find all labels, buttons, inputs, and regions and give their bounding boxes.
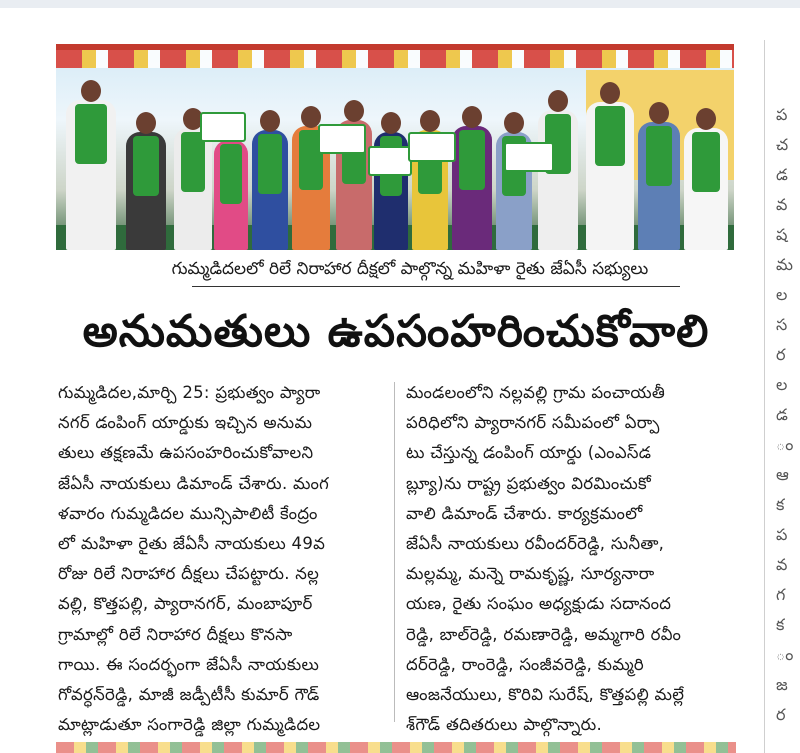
article-line: గ్రామాల్లో రిలే నిరాహార దీక్షలు కొనసా <box>58 624 293 644</box>
adjacent-article-strip <box>764 40 800 753</box>
person <box>252 130 288 250</box>
article-line: గాయి. ఈ సందర్భంగా జేఏసీ నాయకులు <box>58 654 320 674</box>
protest-placard <box>200 112 246 142</box>
person <box>174 128 212 250</box>
article-line: మల్లమ్మ, మన్నె రామకృష్ణ, సూర్యనారా <box>406 564 655 584</box>
article-headline: అనుమతులు ఉపసంహరించుకోవాలి <box>82 306 710 357</box>
adjacent-article-glyph: గ <box>776 585 786 604</box>
article-column-right <box>406 378 732 740</box>
adjacent-article-glyph: ల <box>776 375 788 394</box>
adjacent-article-glyph: డ <box>776 165 788 184</box>
article-line: రెడ్డి, బాల్‌రెడ్డి, రమణారెడ్డి, అమ్మగారి రవీం <box>406 624 682 644</box>
news-photo <box>56 44 734 250</box>
article-line: జేఏసీ నాయకులు రవీందర్‌రెడ్డి, సునీతా, <box>406 533 665 553</box>
adjacent-article-glyph: మ <box>776 255 793 274</box>
adjacent-article-glyph: ం <box>776 645 794 664</box>
article-line: తులు తక్షణమే ఉపసంహరించుకోవాలని <box>58 443 314 463</box>
tent-canopy <box>56 50 734 68</box>
adjacent-article-glyph: స <box>776 315 788 334</box>
article-line: నగర్ డంపింగ్ యార్డుకు ఇచ్చిన అనుమ <box>58 413 313 433</box>
column-divider <box>394 382 395 722</box>
adjacent-article-glyph: వ <box>776 195 788 214</box>
person <box>538 110 578 250</box>
adjacent-article-glyph: ఆ <box>776 465 789 484</box>
person <box>66 100 116 250</box>
article-column-left <box>58 378 384 740</box>
adjacent-column-rule <box>764 40 765 753</box>
adjacent-article-glyph: ష <box>776 225 788 244</box>
adjacent-article-glyph: ర <box>776 705 786 724</box>
page-top-band <box>0 0 800 8</box>
adjacent-article-glyph: ల <box>776 285 788 304</box>
person <box>452 126 492 250</box>
article-line: మండలంలోని నల్లవల్లి గ్రామ పంచాయతీ <box>406 383 666 402</box>
article-line: శ్‌గౌడ్ తదితరులు పాల్గొన్నారు. <box>406 715 602 735</box>
article-line: లో మహిళా రైతు జేఏసీ నాయకులు 49వ <box>58 533 326 553</box>
adjacent-article-glyph: ర <box>776 345 786 364</box>
article-line: మాట్లాడుతూ సంగారెడ్డి జిల్లా గుమ్మడిదల <box>58 715 321 735</box>
adjacent-article-glyph: క <box>776 495 785 514</box>
article-line: ఆంజనేయులు, కొరివి సురేష్, కొత్తపల్లి మల్లే <box>406 684 685 704</box>
person <box>126 132 166 250</box>
caption-underline <box>192 286 680 287</box>
article-line: జేఏసీ నాయకులు డిమాండ్ చేశారు. మంగ <box>58 473 330 493</box>
article-line: బ్ల్యూ)ను రాష్ట్ర ప్రభుత్వం విరమించుకో <box>406 473 652 493</box>
adjacent-article-glyph: చ <box>776 135 789 154</box>
adjacent-article-glyph: వ <box>776 555 788 574</box>
protest-placard <box>504 142 554 172</box>
photo-caption: గుమ్మడిదలలో రిలే నిరాహార దీక్షలో పాల్గొన్న మహిళా రైతు జేఏసీ సభ్యులు <box>171 259 649 279</box>
adjacent-article-glyph: ప <box>776 105 788 124</box>
protest-placard <box>408 132 456 162</box>
article-line: గుమ్మడిదల,మార్చి 25: ప్రభుత్వం ప్యారా <box>58 383 321 402</box>
adjacent-article-glyph: జ <box>776 675 788 694</box>
article-line: దర్‌రెడ్డి, రాంరెడ్డి, సంజీవరెడ్డి, కుమ్మరి <box>406 654 645 674</box>
article-line: వల్లి, కొత్తపల్లి, ప్యారానగర్, మంబాపూర్ <box>58 594 313 614</box>
article-line: రోజు రిలే నిరాహార దీక్షలు చేపట్టారు. నల్ల <box>58 564 320 584</box>
adjacent-article-glyph: ం <box>776 435 794 454</box>
article-line: యణ, రైతు సంఘం అధ్యక్షుడు సదానంద <box>406 594 672 614</box>
article-line: వాలి డిమాండ్ చేశారు. కార్యక్రమంలో <box>406 503 643 523</box>
adjacent-article-glyph: క <box>776 615 785 634</box>
person <box>586 102 634 250</box>
article-line: గోవర్ధన్‌రెడ్డి, మాజీ జడ్పీటీసీ కుమార్ గౌడ్ <box>58 684 320 704</box>
article-line: టు చేస్తున్న డంపింగ్ యార్డు (ఎంఎస్‌డ <box>406 443 652 463</box>
bottom-decorative-band <box>56 742 736 753</box>
protest-placard <box>368 146 412 176</box>
adjacent-article-fragments <box>776 100 798 740</box>
article-line: పరిధిలోని ప్యారానగర్ సమీపంలో ఏర్పా <box>406 413 660 433</box>
adjacent-article-glyph: డ <box>776 405 788 424</box>
article-line: ళవారం గుమ్మడిదల మున్సిపాలిటీ కేంద్రం <box>58 503 318 523</box>
person <box>638 122 680 250</box>
person <box>214 140 248 250</box>
person <box>684 128 728 250</box>
protest-placard <box>318 124 366 154</box>
adjacent-article-glyph: ప <box>776 525 788 544</box>
